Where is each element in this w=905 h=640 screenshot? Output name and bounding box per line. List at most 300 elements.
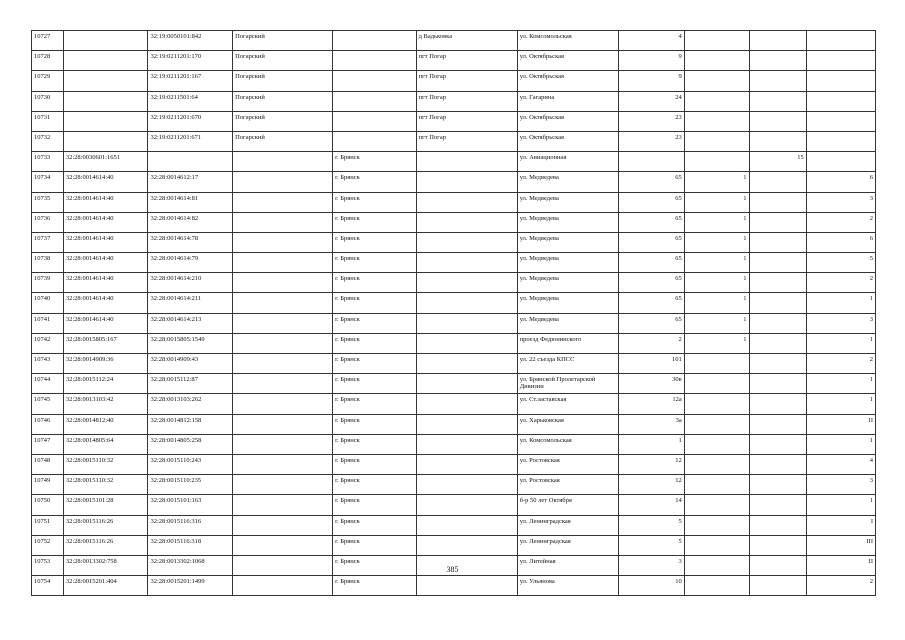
table-row xyxy=(32,333,876,353)
cell-house-number: 65 xyxy=(618,232,684,252)
cell-building: 1 xyxy=(684,253,749,273)
cell-settlement xyxy=(416,212,517,232)
cell-district: Погарский xyxy=(233,91,333,111)
cell-house-number: 65 xyxy=(618,313,684,333)
cell-apartment-a xyxy=(749,51,806,71)
cell-cadastral-number: 32:28:0013103:262 xyxy=(148,394,233,414)
cell-apartment-a xyxy=(749,111,806,131)
cell-city: г. Брянск xyxy=(333,555,417,575)
cell-city: г. Брянск xyxy=(333,172,417,192)
cell-house-number: 5 xyxy=(618,535,684,555)
cell-district xyxy=(233,212,333,232)
cell-city: г. Брянск xyxy=(333,454,417,474)
table-row xyxy=(32,51,876,71)
table-row xyxy=(32,91,876,111)
cell-settlement xyxy=(416,475,517,495)
cell-building xyxy=(684,495,749,515)
cell-building xyxy=(684,475,749,495)
cell-cadastral-number: 32:28:0014612:17 xyxy=(148,172,233,192)
cell-building xyxy=(684,535,749,555)
cell-settlement: пгт Погар xyxy=(416,91,517,111)
cell-row-number: 10749 xyxy=(32,475,64,495)
cell-apartment xyxy=(806,31,875,51)
registry-table xyxy=(31,30,876,596)
cell-cadastral-number: 32:19:0211201:170 xyxy=(148,51,233,71)
cell-parent-cadastral-number: 32:28:0015201:404 xyxy=(63,576,148,596)
cell-apartment-a xyxy=(749,313,806,333)
cell-parent-cadastral-number: 32:28:0014614:40 xyxy=(63,192,148,212)
cell-apartment: 6 xyxy=(806,172,875,192)
cell-house-number: 65 xyxy=(618,192,684,212)
cell-district: Погарский xyxy=(233,71,333,91)
cell-city xyxy=(333,111,417,131)
cell-apartment: 4 xyxy=(806,454,875,474)
cell-apartment-a xyxy=(749,31,806,51)
cell-street: ул. Комсомольская xyxy=(517,31,618,51)
cell-apartment-a xyxy=(749,414,806,434)
cell-cadastral-number: 32:28:0014614:210 xyxy=(148,273,233,293)
cell-parent-cadastral-number: 32:28:0014614:40 xyxy=(63,293,148,313)
cell-street: ул. Медведева xyxy=(517,212,618,232)
cell-street: ул. Медведева xyxy=(517,293,618,313)
cell-cadastral-number: 32:28:0015116:316 xyxy=(148,515,233,535)
cell-settlement xyxy=(416,495,517,515)
cell-district: Погарский xyxy=(233,131,333,151)
cell-apartment: III xyxy=(806,535,875,555)
cell-city: г. Брянск xyxy=(333,576,417,596)
table-row xyxy=(32,394,876,414)
cell-cadastral-number: 32:28:0014805:258 xyxy=(148,434,233,454)
cell-house-number: 1 xyxy=(618,434,684,454)
cell-city: г. Брянск xyxy=(333,354,417,374)
cell-apartment-a xyxy=(749,454,806,474)
table-row xyxy=(32,232,876,252)
cell-city: г. Брянск xyxy=(333,253,417,273)
cell-apartment: 1 xyxy=(806,434,875,454)
cell-parent-cadastral-number: 32:28:0013302:758 xyxy=(63,555,148,575)
cell-apartment-a xyxy=(749,495,806,515)
cell-row-number: 10752 xyxy=(32,535,64,555)
cell-building xyxy=(684,131,749,151)
cell-house-number: 4 xyxy=(618,31,684,51)
cell-district xyxy=(233,454,333,474)
cell-street: ул. Ростовская xyxy=(517,475,618,495)
cell-building: 1 xyxy=(684,232,749,252)
cell-parent-cadastral-number: 32:28:0013103:42 xyxy=(63,394,148,414)
cell-row-number: 10736 xyxy=(32,212,64,232)
cell-apartment: 3 xyxy=(806,192,875,212)
cell-settlement: д Вадьковка xyxy=(416,31,517,51)
cell-row-number: 10733 xyxy=(32,152,64,172)
cell-apartment: 1 xyxy=(806,374,875,394)
cell-street: ул. Комсомольская xyxy=(517,434,618,454)
cell-street: ул. Медведева xyxy=(517,172,618,192)
cell-building xyxy=(684,394,749,414)
cell-parent-cadastral-number: 32:28:0014812:40 xyxy=(63,414,148,434)
cell-building xyxy=(684,91,749,111)
cell-district: Погарский xyxy=(233,111,333,131)
cell-street: проезд Федюнинского xyxy=(517,333,618,353)
cell-parent-cadastral-number xyxy=(63,111,148,131)
cell-district xyxy=(233,293,333,313)
cell-settlement: пгт Погар xyxy=(416,131,517,151)
cell-settlement xyxy=(416,152,517,172)
cell-settlement: пгт Погар xyxy=(416,71,517,91)
table-row xyxy=(32,535,876,555)
cell-apartment-a xyxy=(749,354,806,374)
cell-settlement xyxy=(416,313,517,333)
cell-house-number: 65 xyxy=(618,172,684,192)
cell-cadastral-number: 32:28:0015110:243 xyxy=(148,454,233,474)
cell-apartment xyxy=(806,71,875,91)
cell-settlement xyxy=(416,394,517,414)
table-row xyxy=(32,454,876,474)
cell-district: Погарский xyxy=(233,31,333,51)
cell-parent-cadastral-number xyxy=(63,51,148,71)
cell-house-number: 65 xyxy=(618,212,684,232)
cell-street: ул. Медведева xyxy=(517,192,618,212)
table-row xyxy=(32,354,876,374)
cell-apartment-a xyxy=(749,91,806,111)
cell-settlement xyxy=(416,434,517,454)
cell-street: ул. 22 съезда КПСС xyxy=(517,354,618,374)
cell-settlement xyxy=(416,576,517,596)
cell-street: ул. Ленинградская xyxy=(517,515,618,535)
cell-parent-cadastral-number: 32:28:0014614:40 xyxy=(63,253,148,273)
cell-parent-cadastral-number: 32:28:0015116:26 xyxy=(63,535,148,555)
cell-street: ул. Гагарина xyxy=(517,91,618,111)
cell-row-number: 10741 xyxy=(32,313,64,333)
cell-street: ул. Медведева xyxy=(517,313,618,333)
cell-row-number: 10746 xyxy=(32,414,64,434)
cell-street: ул. Октябрьская xyxy=(517,71,618,91)
cell-cadastral-number: 32:28:0015201:1499 xyxy=(148,576,233,596)
cell-cadastral-number: 32:28:0014614:81 xyxy=(148,192,233,212)
table-row xyxy=(32,152,876,172)
cell-apartment: 1 xyxy=(806,394,875,414)
cell-building xyxy=(684,454,749,474)
cell-building xyxy=(684,51,749,71)
cell-building xyxy=(684,71,749,91)
cell-city: г. Брянск xyxy=(333,394,417,414)
table-row xyxy=(32,293,876,313)
cell-cadastral-number: 32:28:0015116:318 xyxy=(148,535,233,555)
cell-parent-cadastral-number: 32:28:0014614:40 xyxy=(63,313,148,333)
cell-apartment: I xyxy=(806,515,875,535)
cell-district xyxy=(233,515,333,535)
cell-settlement xyxy=(416,515,517,535)
table-row xyxy=(32,475,876,495)
cell-apartment xyxy=(806,111,875,131)
cell-street: ул. Ленинградская xyxy=(517,535,618,555)
cell-city: г. Брянск xyxy=(333,152,417,172)
cell-row-number: 10753 xyxy=(32,555,64,575)
cell-apartment: 6 xyxy=(806,232,875,252)
cell-cadastral-number: 32:19:0211501:64 xyxy=(148,91,233,111)
cell-apartment: 2 xyxy=(806,273,875,293)
cell-apartment xyxy=(806,152,875,172)
cell-building: 1 xyxy=(684,293,749,313)
cell-row-number: 10735 xyxy=(32,192,64,212)
cell-cadastral-number: 32:19:0050101:842 xyxy=(148,31,233,51)
cell-row-number: 10737 xyxy=(32,232,64,252)
cell-row-number: 10734 xyxy=(32,172,64,192)
cell-apartment-a xyxy=(749,232,806,252)
cell-district xyxy=(233,172,333,192)
cell-street: ул. Октябрьская xyxy=(517,51,618,71)
cell-house-number: 5 xyxy=(618,515,684,535)
table-row xyxy=(32,253,876,273)
cell-apartment-a xyxy=(749,273,806,293)
cell-city: г. Брянск xyxy=(333,313,417,333)
cell-street: ул. Октябрьская xyxy=(517,111,618,131)
cell-house-number: 65 xyxy=(618,293,684,313)
cell-city xyxy=(333,91,417,111)
cell-apartment: 3 xyxy=(806,475,875,495)
cell-city: г. Брянск xyxy=(333,434,417,454)
cell-settlement xyxy=(416,374,517,394)
cell-house-number: 12а xyxy=(618,394,684,414)
cell-house-number: 12 xyxy=(618,454,684,474)
cell-settlement xyxy=(416,354,517,374)
cell-building xyxy=(684,374,749,394)
cell-apartment-a xyxy=(749,333,806,353)
table-row xyxy=(32,71,876,91)
cell-settlement: пгт Погар xyxy=(416,111,517,131)
cell-apartment-a xyxy=(749,293,806,313)
cell-street: ул. Литейная xyxy=(517,555,618,575)
cell-settlement xyxy=(416,273,517,293)
cell-parent-cadastral-number: 32:28:0014614:40 xyxy=(63,172,148,192)
cell-apartment-a xyxy=(749,535,806,555)
cell-row-number: 10728 xyxy=(32,51,64,71)
cell-parent-cadastral-number: 32:28:0030601:1651 xyxy=(63,152,148,172)
cell-house-number: 2 xyxy=(618,333,684,353)
cell-district xyxy=(233,374,333,394)
cell-apartment: 3 xyxy=(806,313,875,333)
cell-street: ул. Медведева xyxy=(517,232,618,252)
cell-city: г. Брянск xyxy=(333,293,417,313)
cell-street: ул. Ростовская xyxy=(517,454,618,474)
cell-cadastral-number: 32:28:0015805:1549 xyxy=(148,333,233,353)
cell-district xyxy=(233,495,333,515)
cell-house-number: 30в xyxy=(618,374,684,394)
cell-apartment: 1 xyxy=(806,333,875,353)
cell-house-number: 23 xyxy=(618,131,684,151)
cell-apartment: 5 xyxy=(806,253,875,273)
cell-house-number xyxy=(618,152,684,172)
table-row xyxy=(32,131,876,151)
cell-cadastral-number: 32:28:0015110:235 xyxy=(148,475,233,495)
cell-street: ул. Харьковская xyxy=(517,414,618,434)
cell-building xyxy=(684,576,749,596)
cell-apartment-a xyxy=(749,212,806,232)
cell-street: ул. Ст.заставская xyxy=(517,394,618,414)
cell-city xyxy=(333,131,417,151)
cell-row-number: 10732 xyxy=(32,131,64,151)
cell-building: 1 xyxy=(684,273,749,293)
cell-apartment: II xyxy=(806,414,875,434)
cell-district xyxy=(233,434,333,454)
cell-parent-cadastral-number: 32:28:0015112:24 xyxy=(63,374,148,394)
cell-building xyxy=(684,434,749,454)
cell-apartment-a xyxy=(749,172,806,192)
cell-city: г. Брянск xyxy=(333,475,417,495)
cell-house-number: 3 xyxy=(618,555,684,575)
cell-street: ул. Октябрьская xyxy=(517,131,618,151)
cell-building: 1 xyxy=(684,333,749,353)
cell-parent-cadastral-number: 32:28:0015116:26 xyxy=(63,515,148,535)
cell-settlement xyxy=(416,333,517,353)
cell-house-number: 10 xyxy=(618,576,684,596)
table-body xyxy=(32,31,876,596)
cell-apartment-a xyxy=(749,253,806,273)
table-row xyxy=(32,414,876,434)
table-row xyxy=(32,111,876,131)
cell-city: г. Брянск xyxy=(333,333,417,353)
cell-district: Погарский xyxy=(233,51,333,71)
cell-street: ул. Медведева xyxy=(517,273,618,293)
cell-cadastral-number: 32:28:0014614:79 xyxy=(148,253,233,273)
table-row xyxy=(32,374,876,394)
cell-settlement xyxy=(416,535,517,555)
cell-cadastral-number: 32:28:0015101:163 xyxy=(148,495,233,515)
cell-settlement xyxy=(416,232,517,252)
cell-district xyxy=(233,273,333,293)
cell-parent-cadastral-number: 32:28:0015805:167 xyxy=(63,333,148,353)
cell-apartment-a xyxy=(749,374,806,394)
cell-apartment: II xyxy=(806,555,875,575)
table-row xyxy=(32,434,876,454)
cell-settlement xyxy=(416,192,517,212)
cell-row-number: 10738 xyxy=(32,253,64,273)
cell-apartment-a xyxy=(749,192,806,212)
cell-district xyxy=(233,232,333,252)
cell-house-number: 9 xyxy=(618,71,684,91)
cell-row-number: 10745 xyxy=(32,394,64,414)
cell-house-number: 101 xyxy=(618,354,684,374)
cell-settlement xyxy=(416,414,517,434)
cell-row-number: 10744 xyxy=(32,374,64,394)
cell-row-number: 10739 xyxy=(32,273,64,293)
cell-district xyxy=(233,394,333,414)
cell-district xyxy=(233,475,333,495)
cell-cadastral-number: 32:28:0015112:87 xyxy=(148,374,233,394)
cell-district xyxy=(233,192,333,212)
cell-apartment-a xyxy=(749,71,806,91)
cell-cadastral-number: 32:28:0014909:43 xyxy=(148,354,233,374)
cell-apartment: 2 xyxy=(806,576,875,596)
cell-cadastral-number: 32:19:0211201:670 xyxy=(148,111,233,131)
cell-house-number: 14 xyxy=(618,495,684,515)
cell-district xyxy=(233,333,333,353)
cell-row-number: 10743 xyxy=(32,354,64,374)
cell-city: г. Брянск xyxy=(333,273,417,293)
cell-parent-cadastral-number: 32:28:0014614:40 xyxy=(63,232,148,252)
cell-parent-cadastral-number xyxy=(63,71,148,91)
cell-street: ул. Авиационная xyxy=(517,152,618,172)
cell-building xyxy=(684,111,749,131)
cell-apartment xyxy=(806,91,875,111)
cell-settlement xyxy=(416,293,517,313)
cell-row-number: 10727 xyxy=(32,31,64,51)
cell-parent-cadastral-number: 32:28:0015110:32 xyxy=(63,475,148,495)
cell-row-number: 10730 xyxy=(32,91,64,111)
cell-house-number: 9 xyxy=(618,51,684,71)
cell-building xyxy=(684,515,749,535)
cell-row-number: 10751 xyxy=(32,515,64,535)
cell-district xyxy=(233,414,333,434)
cell-district xyxy=(233,253,333,273)
cell-settlement xyxy=(416,172,517,192)
cell-city: г. Брянск xyxy=(333,535,417,555)
cell-apartment-a: 15 xyxy=(749,152,806,172)
cell-apartment-a xyxy=(749,394,806,414)
cell-row-number: 10754 xyxy=(32,576,64,596)
cell-street: ул. Медведева xyxy=(517,253,618,273)
cell-apartment xyxy=(806,51,875,71)
cell-row-number: 10731 xyxy=(32,111,64,131)
cell-parent-cadastral-number xyxy=(63,131,148,151)
cell-district xyxy=(233,354,333,374)
cell-cadastral-number: 32:28:0014614:211 xyxy=(148,293,233,313)
cell-apartment: 2 xyxy=(806,212,875,232)
cell-settlement: пгт Погар xyxy=(416,51,517,71)
cell-cadastral-number: 32:28:0014614:78 xyxy=(148,232,233,252)
cell-street: ул. Брянской Пролетарской Дивизии xyxy=(517,374,618,394)
cell-cadastral-number: 32:28:0013302:1068 xyxy=(148,555,233,575)
cell-house-number: 65 xyxy=(618,273,684,293)
cell-apartment-a xyxy=(749,131,806,151)
cell-apartment: 2 xyxy=(806,354,875,374)
table-row xyxy=(32,515,876,535)
cell-apartment-a xyxy=(749,475,806,495)
cell-row-number: 10750 xyxy=(32,495,64,515)
cell-cadastral-number: 32:19:0211201:167 xyxy=(148,71,233,91)
cell-building: 1 xyxy=(684,212,749,232)
cell-cadastral-number: 32:28:0014614:213 xyxy=(148,313,233,333)
cell-district xyxy=(233,535,333,555)
table-row xyxy=(32,273,876,293)
cell-building xyxy=(684,414,749,434)
cell-city: г. Брянск xyxy=(333,232,417,252)
cell-city xyxy=(333,51,417,71)
cell-city: г. Брянск xyxy=(333,495,417,515)
table-row xyxy=(32,172,876,192)
cell-cadastral-number xyxy=(148,152,233,172)
cell-district xyxy=(233,576,333,596)
cell-row-number: 10740 xyxy=(32,293,64,313)
cell-cadastral-number: 32:28:0014812:158 xyxy=(148,414,233,434)
table-row xyxy=(32,31,876,51)
cell-apartment-a xyxy=(749,576,806,596)
cell-building: 1 xyxy=(684,192,749,212)
cell-settlement xyxy=(416,253,517,273)
cell-row-number: 10747 xyxy=(32,434,64,454)
cell-house-number: 24 xyxy=(618,91,684,111)
cell-parent-cadastral-number: 32:28:0015101:28 xyxy=(63,495,148,515)
table-row xyxy=(32,495,876,515)
cell-city xyxy=(333,31,417,51)
cell-parent-cadastral-number xyxy=(63,31,148,51)
cell-building xyxy=(684,152,749,172)
cell-apartment-a xyxy=(749,434,806,454)
cell-house-number: 23 xyxy=(618,111,684,131)
cell-cadastral-number: 32:28:0014614:82 xyxy=(148,212,233,232)
table-row xyxy=(32,313,876,333)
table-row xyxy=(32,576,876,596)
cell-street: ул. Ульянова xyxy=(517,576,618,596)
